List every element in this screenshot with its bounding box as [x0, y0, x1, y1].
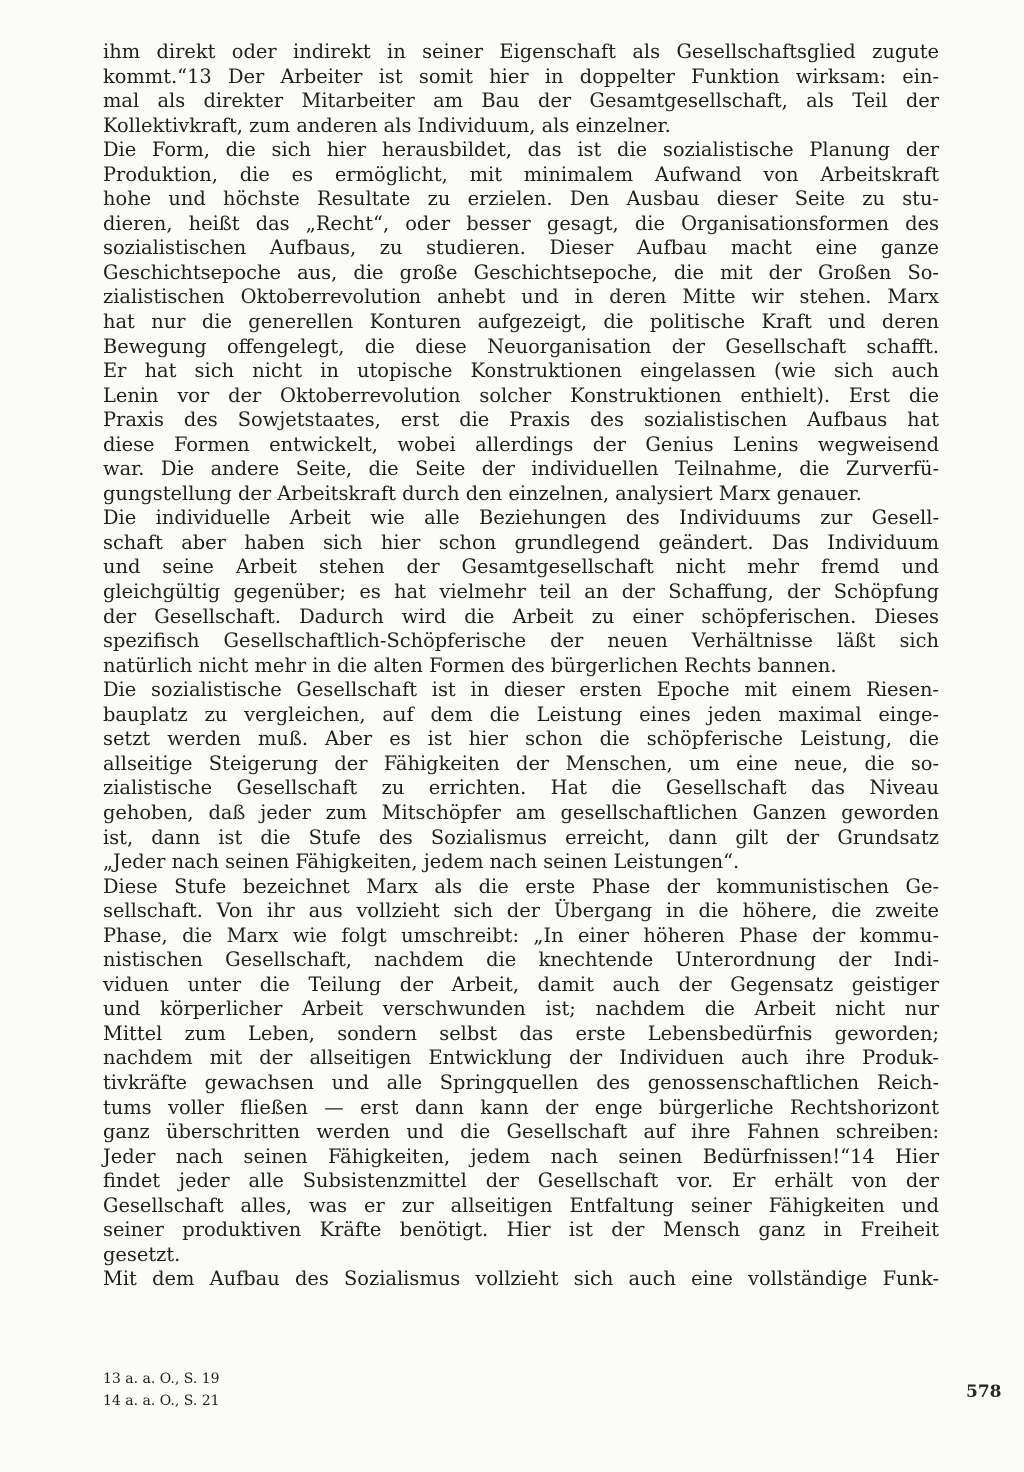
- text-line: Er hat sich nicht in utopische Konstruktionen eingelassen (wie sich auch: [103, 359, 939, 383]
- text-line: mal als direkter Mitarbeiter am Bau der Gesamtgesellschaft, als Teil der: [103, 89, 939, 113]
- text-line: ganz überschritten werden und die Gesellschaft auf ihre Fahnen schreiben:: [103, 1120, 939, 1144]
- text-line: Die Form, die sich hier herausbildet, das ist die sozialistische Planung der: [103, 138, 939, 162]
- text-line: tivkräfte gewachsen und alle Springquellen des genossenschaftlichen Reich-: [103, 1070, 939, 1094]
- text-line: hohe und höchste Resultate zu erzielen. Den Ausbau dieser Seite zu stu-: [103, 187, 939, 211]
- text-line: Bewegung offengelegt, die diese Neuorganisation der Gesellschaft schafft.: [103, 334, 939, 358]
- text-line: gehoben, daß jeder zum Mitschöpfer am gesellschaftlichen Ganzen geworden: [103, 800, 939, 824]
- text-line: und seine Arbeit stehen der Gesamtgesellschaft nicht mehr fremd und: [103, 555, 939, 579]
- text-line: gesetzt.: [103, 1242, 181, 1266]
- text-line: gungstellung der Arbeitskraft durch den einzelnen, analysiert Marx genauer.: [103, 481, 862, 505]
- text-line: Lenin vor der Oktoberrevolution solcher Konstruktionen enthielt). Erst die: [103, 383, 939, 407]
- text-line: ist, dann ist die Stufe des Sozialismus erreicht, dann gilt der Grundsatz: [103, 825, 939, 849]
- text-line: „Jeder nach seinen Fähigkeiten, jedem nach seinen Leistungen“.: [103, 850, 740, 874]
- text-line: Kollektivkraft, zum anderen als Individuum, als einzelner.: [103, 113, 671, 137]
- text-line: nachdem mit der allseitigen Entwicklung der Individuen auch ihre Produk-: [103, 1046, 939, 1070]
- text-line: Produktion, die es ermöglicht, mit minimalem Aufwand von Arbeitskraft: [103, 162, 939, 186]
- footnotes: [103, 1368, 423, 1412]
- text-line: sozialistischen Aufbaus, zu studieren. Dieser Aufbau macht eine ganze: [103, 236, 939, 260]
- text-line: Diese Stufe bezeichnet Marx als die erste Phase der kommunistischen Ge-: [103, 874, 939, 898]
- text-line: diese Formen entwickelt, wobei allerdings der Genius Lenins wegweisend: [103, 432, 939, 456]
- text-line: und körperlicher Arbeit verschwunden ist; nachdem die Arbeit nicht nur: [103, 997, 939, 1021]
- text-line: Gesellschaft alles, was er zur allseitigen Entfaltung seiner Fähigkeiten und: [103, 1193, 939, 1217]
- body-text: [103, 40, 939, 1292]
- text-line: viduen unter die Teilung der Arbeit, damit auch der Gegensatz geistiger: [103, 972, 939, 996]
- text-line: kommt.“13 Der Arbeiter ist somit hier in doppelter Funktion wirksam: ein-: [103, 64, 939, 88]
- text-line: findet jeder alle Subsistenzmittel der Gesellschaft vor. Er erhält von der: [103, 1169, 939, 1193]
- text-line: sellschaft. Von ihr aus vollzieht sich der Übergang in die höhere, die zweite: [103, 899, 939, 923]
- text-line: zialistischen Oktoberrevolution anhebt und in deren Mitte wir stehen. Marx: [103, 285, 939, 309]
- text-line: seiner produktiven Kräfte benötigt. Hier ist der Mensch ganz in Freiheit: [103, 1218, 939, 1242]
- text-line: Mittel zum Leben, sondern selbst das erste Lebensbedürfnis geworden;: [103, 1021, 939, 1045]
- text-line: Geschichtsepoche aus, die große Geschichtsepoche, die mit der Großen So-: [103, 260, 939, 284]
- text-line: ihm direkt oder indirekt in seiner Eigenschaft als Gesellschaftsglied zugute: [103, 40, 939, 63]
- footnote: 14 a. a. O., S. 21: [103, 1393, 220, 1409]
- text-line: natürlich nicht mehr in die alten Formen des bürgerlichen Rechts bannen.: [103, 653, 837, 677]
- text-line: gleichgültig gegenüber; es hat vielmehr teil an der Schaffung, der Schöpfung: [103, 580, 939, 604]
- text-line: schaft aber haben sich hier schon grundlegend geändert. Das Individuum: [103, 530, 939, 554]
- text-line: war. Die andere Seite, die Seite der individuellen Teilnahme, die Zurverfü-: [103, 457, 939, 481]
- page-number: 578: [966, 1382, 1002, 1402]
- footnote: 13 a. a. O., S. 19: [103, 1371, 220, 1387]
- text-line: Die individuelle Arbeit wie alle Beziehungen des Individuums zur Gesell-: [103, 506, 939, 530]
- text-line: spezifisch Gesellschaftlich-Schöpferische der neuen Verhältnisse läßt sich: [103, 629, 939, 653]
- text-line: tums voller fließen — erst dann kann der enge bürgerliche Rechtshorizont: [103, 1095, 939, 1119]
- text-line: der Gesellschaft. Dadurch wird die Arbeit zu einer schöpferischen. Dieses: [103, 604, 939, 628]
- text-line: zialistische Gesellschaft zu errichten. Hat die Gesellschaft das Niveau: [103, 776, 939, 800]
- text-line: Phase, die Marx wie folgt umschreibt: „In einer höheren Phase der kommu-: [103, 923, 939, 947]
- text-line: dieren, heißt das „Recht“, oder besser gesagt, die Organisationsformen des: [103, 211, 939, 235]
- text-line: Praxis des Sowjetstaates, erst die Praxis des sozialistischen Aufbaus hat: [103, 408, 939, 432]
- text-line: nistischen Gesellschaft, nachdem die knechtende Unterordnung der Indi-: [103, 948, 939, 972]
- text-line: Mit dem Aufbau des Sozialismus vollzieht sich auch eine vollständige Funk-: [103, 1267, 939, 1291]
- text-line: bauplatz zu vergleichen, auf dem die Leistung eines jeden maximal einge-: [103, 702, 939, 726]
- text-line: allseitige Steigerung der Fähigkeiten der Menschen, um eine neue, die so-: [103, 751, 939, 775]
- text-line: Die sozialistische Gesellschaft ist in dieser ersten Epoche mit einem Riesen-: [103, 678, 939, 702]
- text-line: hat nur die generellen Konturen aufgezeigt, die politische Kraft und deren: [103, 310, 939, 334]
- text-line: setzt werden muß. Aber es ist hier schon die schöpferische Leistung, die: [103, 727, 939, 751]
- text-line: Jeder nach seinen Fähigkeiten, jedem nach seinen Bedürfnissen!“14 Hier: [103, 1144, 939, 1168]
